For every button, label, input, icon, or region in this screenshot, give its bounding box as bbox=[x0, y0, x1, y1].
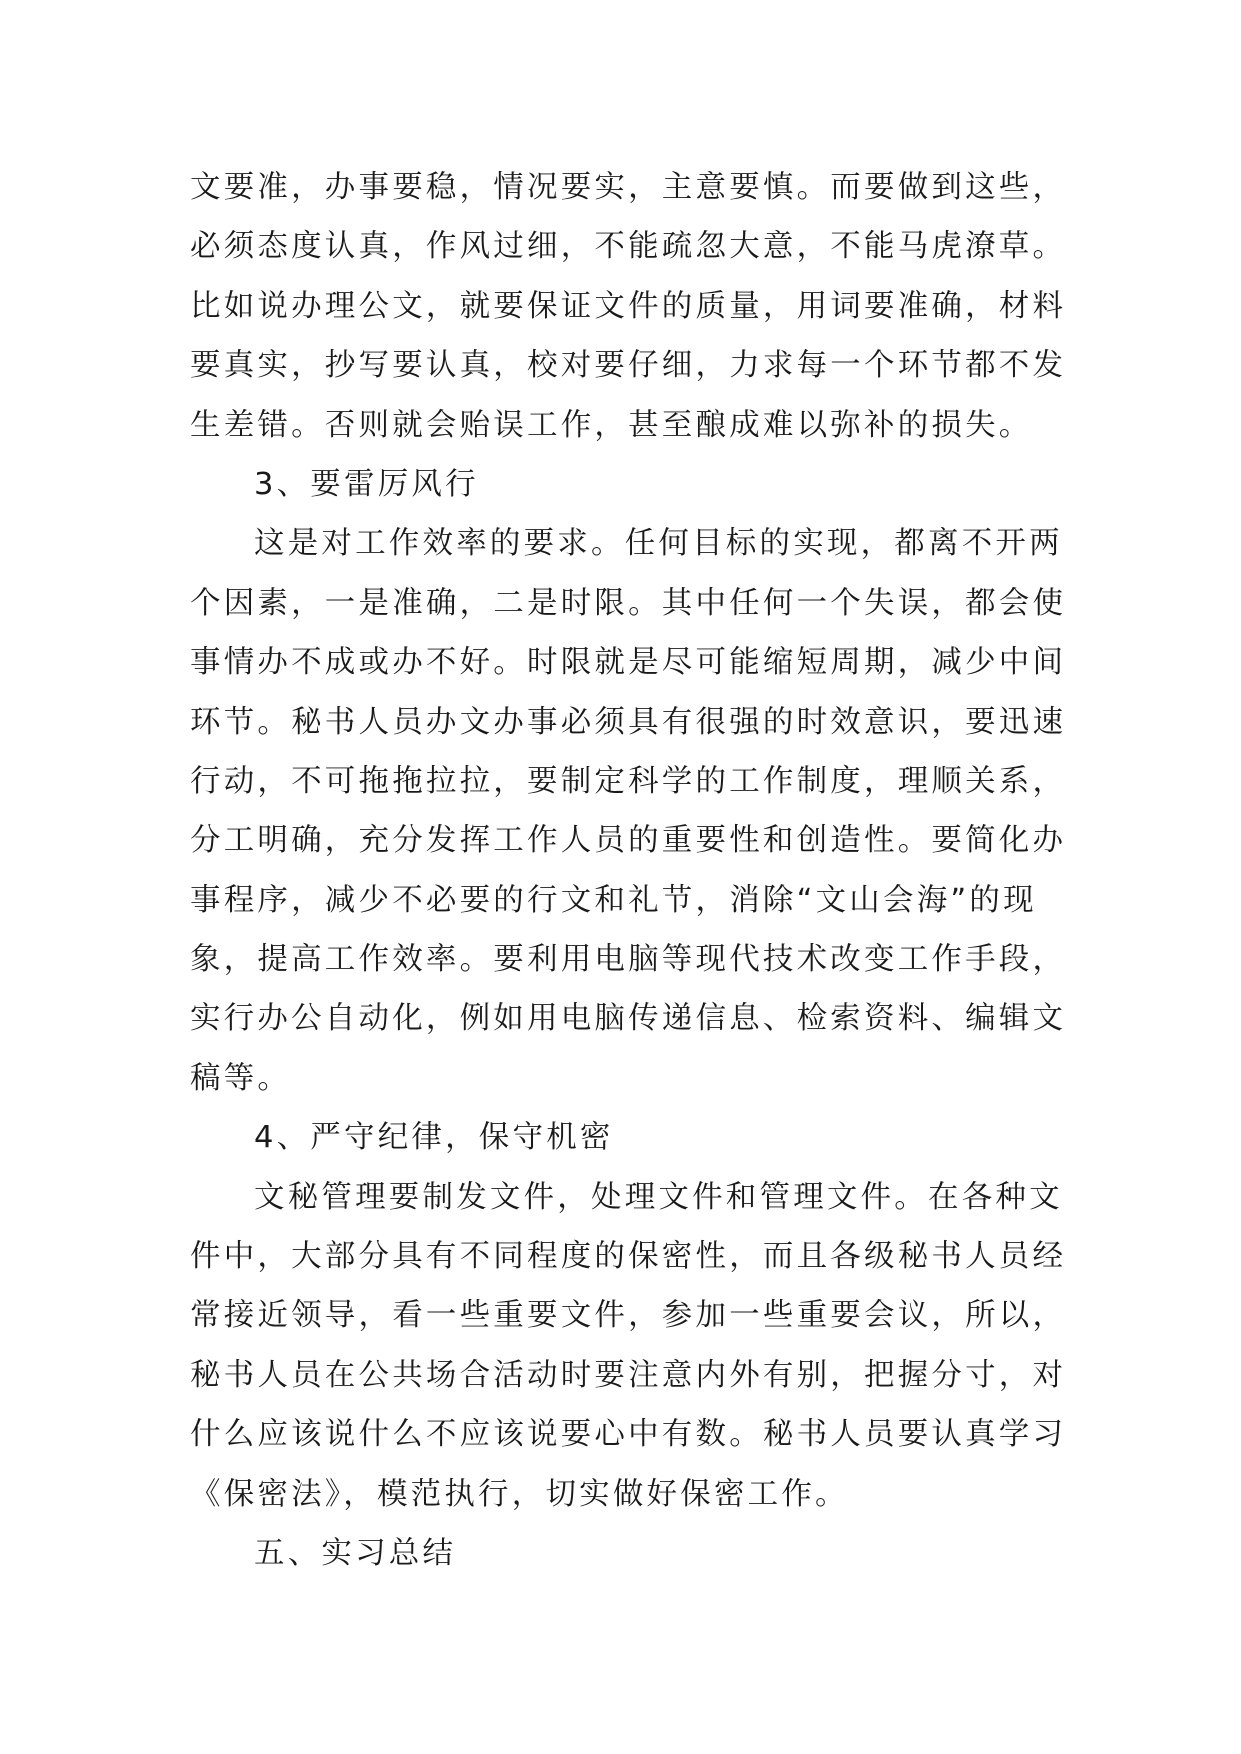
paragraph-start-line: 4、严守纪律，保守机密 bbox=[254, 1120, 614, 1156]
text-line: 事程序，减少不必要的行文和礼节，消除“文山会海”的现 bbox=[190, 882, 1037, 918]
text-line: 实行办公自动化，例如用电脑传递信息、检索资料、编辑文 bbox=[190, 1001, 1067, 1037]
text-line: 行动，不可拖拖拉拉，要制定科学的工作制度，理顺关系， bbox=[190, 763, 1067, 799]
text-line: 分工明确，充分发挥工作人员的重要性和创造性。要简化办 bbox=[190, 823, 1067, 859]
text-line: 个因素，一是准确，二是时限。其中任何一个失误，都会使 bbox=[190, 585, 1067, 621]
text-line: 生差错。否则就会贻误工作，甚至酿成难以弥补的损失。 bbox=[190, 407, 1033, 443]
text-line: 必须态度认真，作风过细，不能疏忽大意，不能马虎潦草。 bbox=[190, 229, 1067, 265]
text-line: 比如说办理公文，就要保证文件的质量，用词要准确，材料 bbox=[190, 288, 1067, 324]
paragraph-start-line: 这是对工作效率的要求。任何目标的实现，都离不开两 bbox=[254, 526, 1063, 562]
text-line: 文要准，办事要稳，情况要实，主意要慎。而要做到这些， bbox=[190, 170, 1067, 205]
paragraph-start-line: 五、实习总结 bbox=[254, 1535, 457, 1571]
text-line: 秘书人员在公共场合活动时要注意内外有别，把握分寸，对 bbox=[190, 1357, 1067, 1393]
text-line: 环节。秘书人员办文办事必须具有很强的时效意识，要迅速 bbox=[190, 704, 1067, 740]
text-line: 象，提高工作效率。要利用电脑等现代技术改变工作手段， bbox=[190, 942, 1067, 978]
paragraph-start-line: 文秘管理要制发文件，处理文件和管理文件。在各种文 bbox=[254, 1179, 1063, 1215]
document-body bbox=[190, 158, 1070, 1583]
text-line: 事情办不成或办不好。时限就是尽可能缩短周期，减少中间 bbox=[190, 645, 1067, 681]
text-line: 件中，大部分具有不同程度的保密性，而且各级秘书人员经 bbox=[190, 1239, 1067, 1275]
paragraph-start-line: 3、要雷厉风行 bbox=[254, 466, 479, 502]
text-line: 什么应该说什么不应该说要心中有数。秘书人员要认真学习 bbox=[190, 1417, 1067, 1453]
text-line: 《保密法》，模范执行，切实做好保密工作。 bbox=[190, 1476, 849, 1512]
text-line: 常接近领导，看一些重要文件，参加一些重要会议，所以， bbox=[190, 1298, 1067, 1334]
text-line: 要真实，抄写要认真，校对要仔细，力求每一个环节都不发 bbox=[190, 348, 1067, 384]
text-line: 稿等。 bbox=[190, 1060, 292, 1096]
